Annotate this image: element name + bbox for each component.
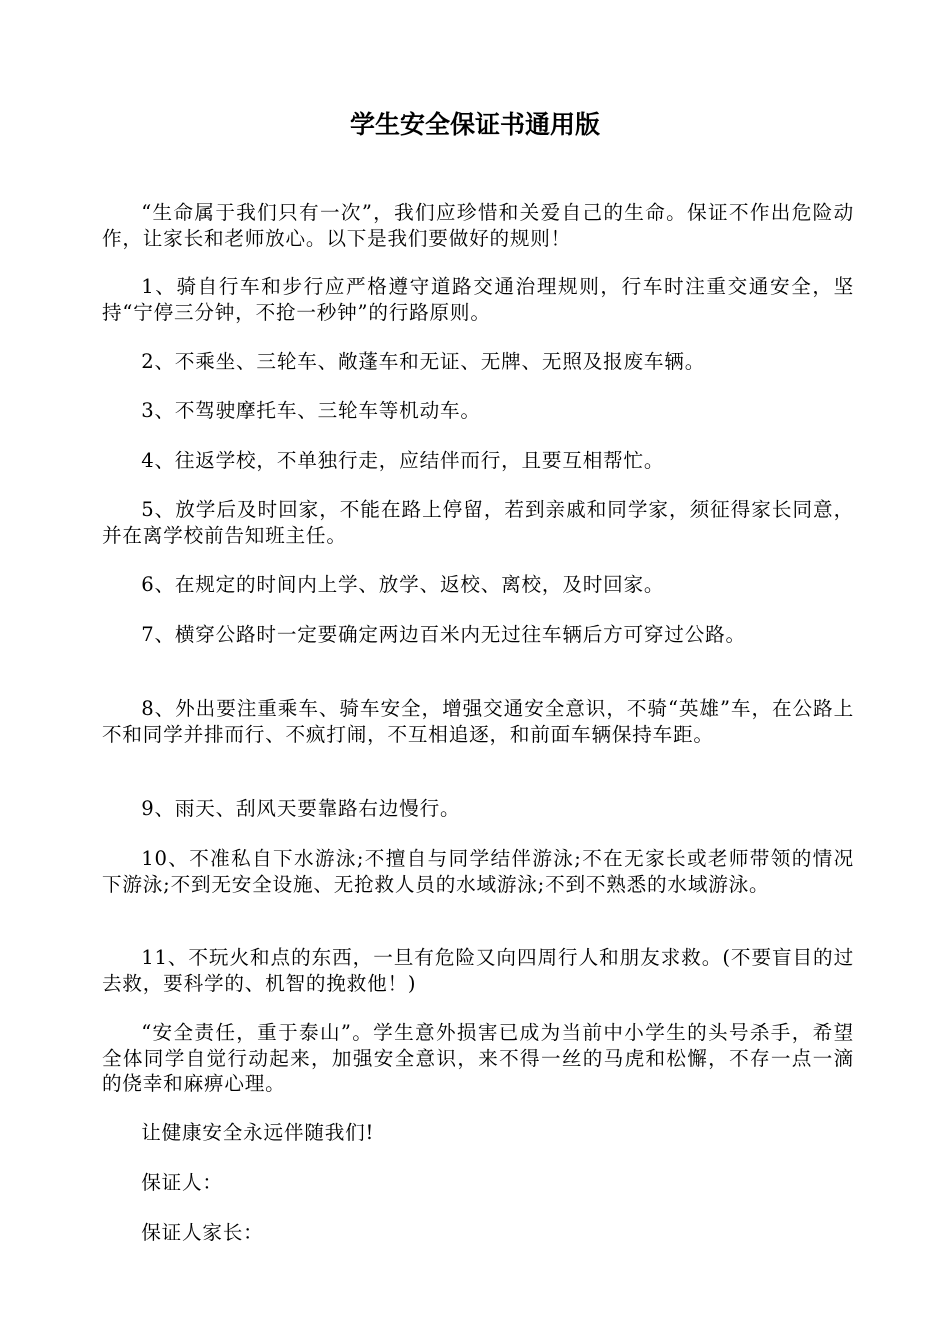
rule-1-paragraph: 1、骑自行车和步行应严格遵守道路交通治理规则，行车时注重交通安全，坚持“宁停三分钟，不抢一秒钟”的行路原则。 — [102, 275, 854, 324]
rule-10-paragraph: 10、不准私自下水游泳;不擅自与同学结伴游泳;不在无家长或老师带领的情况下游泳;不到无安全设施、无抢救人员的水域游泳;不到不熟悉的水域游泳。 — [102, 847, 854, 896]
rule-2-paragraph: 2、不乘坐、三轮车、敞蓬车和无证、无牌、无照及报废车辆。 — [141, 350, 706, 373]
rule-11-paragraph: 11、不玩火和点的东西，一旦有危险又向四周行人和朋友求救。(不要盲目的过去救，要科学的、机智的挽救他！) — [102, 946, 854, 995]
guarantor-signature-line: 保证人： — [141, 1171, 223, 1194]
rule-5-paragraph: 5、放学后及时回家，不能在路上停留，若到亲戚和同学家，须征得家长同意，并在离学校前告知班主任。 — [102, 498, 854, 547]
rule-6-paragraph: 6、在规定的时间内上学、放学、返校、离校，及时回家。 — [141, 573, 665, 596]
rule-3-paragraph: 3、不驾驶摩托车、三轮车等机动车。 — [141, 399, 481, 422]
intro-paragraph: “生命属于我们只有一次”，我们应珍惜和关爱自己的生命。保证不作出危险动作，让家长和老师放心。以下是我们要做好的规则！ — [102, 201, 854, 250]
rule-7-paragraph: 7、横穿公路时一定要确定两边百米内无过往车辆后方可穿过公路。 — [141, 623, 746, 646]
parent-signature-line: 保证人家长： — [141, 1221, 264, 1244]
document-title: 学生安全保证书通用版 — [349, 110, 600, 139]
rule-8-paragraph: 8、外出要注重乘车、骑车安全，增强交通安全意识，不骑“英雄”车，在公路上不和同学并排而行、不疯打闹，不互相追逐，和前面车辆保持车距。 — [102, 697, 854, 746]
rule-4-paragraph: 4、往返学校，不单独行走，应结伴而行，且要互相帮忙。 — [141, 449, 665, 472]
slogan-paragraph: 让健康安全永远伴随我们! — [141, 1121, 375, 1144]
rule-9-paragraph: 9、雨天、刮风天要靠路右边慢行。 — [141, 797, 461, 820]
closing-paragraph: “安全责任，重于泰山”。学生意外损害已成为当前中小学生的头号杀手，希望全体同学自觉行动起来，加强安全意识，来不得一丝的马虎和松懈，不存一点一滴的侥幸和麻痹心理。 — [102, 1021, 854, 1095]
